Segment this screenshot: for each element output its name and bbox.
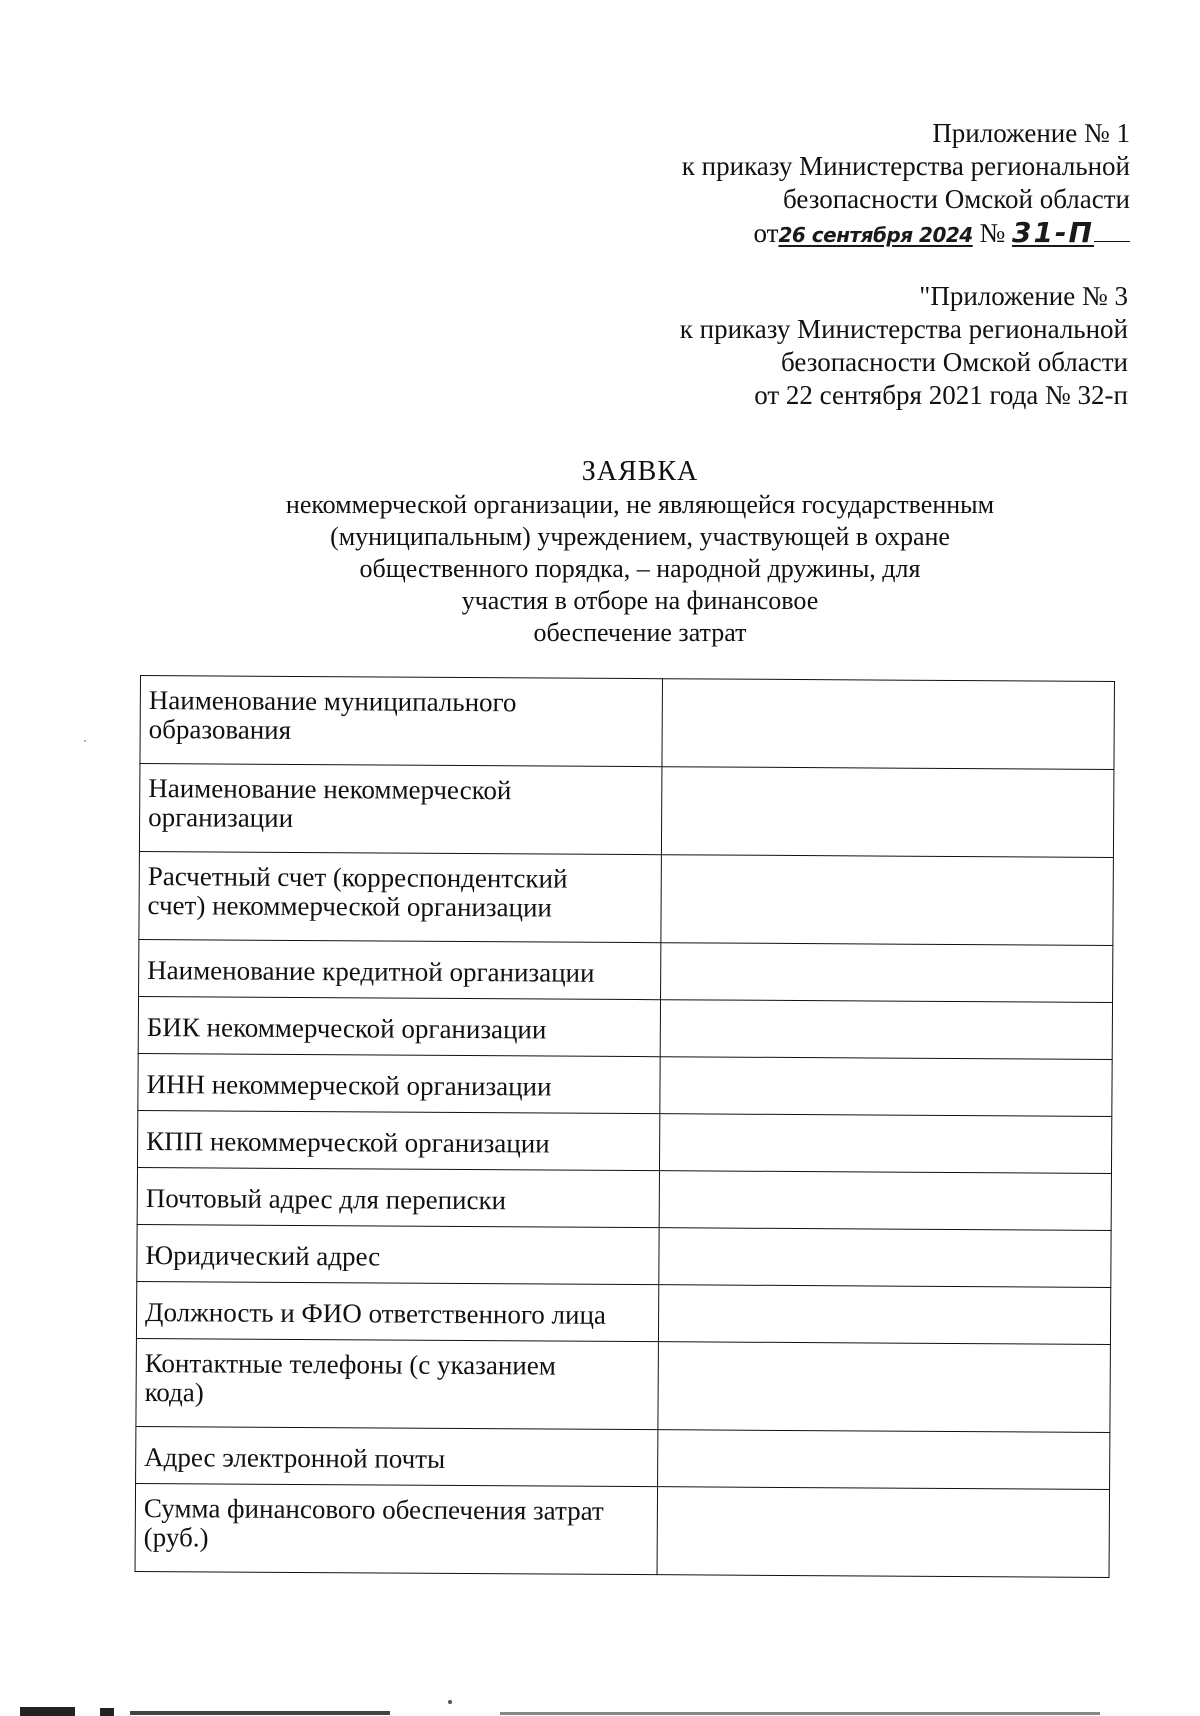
subtitle-line: обеспечение затрат xyxy=(533,618,747,647)
value-cell-bik[interactable] xyxy=(661,1000,1113,1060)
handwritten-number: 31-П xyxy=(1011,216,1094,249)
row-label-bik: БИК некоммерческой организации xyxy=(138,996,661,1056)
table-row xyxy=(139,851,1114,945)
date-prefix: от xyxy=(753,218,779,248)
appendix-3-ministry-line: безопасности Омской области xyxy=(781,347,1128,377)
scan-speck xyxy=(84,740,86,742)
row-label-email: Адрес электронной почты xyxy=(136,1426,659,1486)
table-row xyxy=(138,996,1112,1059)
application-form-table xyxy=(135,675,1115,1578)
value-cell-settlement-account[interactable] xyxy=(661,855,1113,946)
subtitle-line: (муниципальным) учреждением, участвующей в охране xyxy=(330,522,950,551)
table-row xyxy=(138,1053,1112,1116)
scan-edge-mark xyxy=(20,1707,75,1716)
subtitle-line: общественного порядка, – народной дружины, для xyxy=(359,554,921,583)
value-cell-email[interactable] xyxy=(658,1430,1110,1490)
appendix-3-header xyxy=(680,280,1128,412)
value-cell-organization-name[interactable] xyxy=(662,767,1114,858)
table-row xyxy=(136,1338,1111,1432)
appendix-3-title: "Приложение № 3 xyxy=(919,281,1128,311)
row-label-settlement-account: Расчетный счет (корреспондентский счет) некоммерческой организации xyxy=(139,851,662,942)
row-label-postal-address: Почтовый адрес для переписки xyxy=(137,1167,660,1227)
value-cell-postal-address[interactable] xyxy=(659,1171,1111,1231)
row-label-responsible-person: Должность и ФИО ответственного лица xyxy=(136,1281,659,1341)
appendix-1-order-line: к приказу Министерства региональной xyxy=(681,151,1130,181)
underline-tail xyxy=(1094,240,1130,242)
table-row xyxy=(140,676,1115,770)
appendix-1-date-number xyxy=(682,216,1130,252)
value-cell-contact-phones[interactable] xyxy=(658,1342,1110,1433)
table-row xyxy=(136,1281,1110,1344)
row-label-credit-organization: Наименование кредитной организации xyxy=(139,939,662,999)
table-row xyxy=(137,1110,1111,1173)
subtitle-line: некоммерческой организации, не являющейся государственным xyxy=(285,490,995,519)
row-label-organization-name: Наименование некоммерческой организации xyxy=(139,764,662,855)
scan-edge-mark xyxy=(500,1712,1100,1715)
value-cell-funding-amount[interactable] xyxy=(657,1487,1109,1578)
document-subtitle xyxy=(160,489,1120,649)
table-row xyxy=(136,1426,1110,1489)
scan-edge-mark xyxy=(130,1711,390,1715)
table-row xyxy=(139,764,1114,858)
number-prefix: № xyxy=(979,218,1006,248)
appendix-1-title: Приложение № 1 xyxy=(932,118,1130,148)
scan-speck xyxy=(448,1700,452,1704)
table-row xyxy=(139,939,1113,1002)
handwritten-date: 26 сентября 2024 xyxy=(778,223,973,247)
application-title-block xyxy=(160,455,1120,649)
table-row xyxy=(137,1224,1111,1287)
appendix-3-date-number: от 22 сентября 2021 года № 32-п xyxy=(754,380,1128,410)
appendix-1-ministry-line: безопасности Омской области xyxy=(783,184,1130,214)
row-label-legal-address: Юридический адрес xyxy=(137,1224,660,1284)
value-cell-inn[interactable] xyxy=(660,1057,1112,1117)
scan-edge-mark xyxy=(100,1708,114,1716)
value-cell-credit-organization[interactable] xyxy=(661,943,1113,1003)
subtitle-line: участия в отборе на финансовое xyxy=(461,586,819,615)
table-row xyxy=(135,1483,1110,1577)
table-row xyxy=(137,1167,1111,1230)
document-title: ЗАЯВКА xyxy=(581,456,699,487)
value-cell-legal-address[interactable] xyxy=(659,1228,1111,1288)
row-label-funding-amount: Сумма финансового обеспечения затрат (руб.) xyxy=(135,1483,658,1574)
value-cell-responsible-person[interactable] xyxy=(659,1285,1111,1345)
row-label-contact-phones: Контактные телефоны (с указанием кода) xyxy=(136,1338,659,1429)
row-label-inn: ИНН некоммерческой организации xyxy=(138,1053,661,1113)
appendix-1-header xyxy=(682,117,1130,252)
appendix-3-order-line: к приказу Министерства региональной xyxy=(679,314,1128,344)
row-label-municipality: Наименование муниципального образования xyxy=(140,676,663,767)
row-label-kpp: КПП некоммерческой организации xyxy=(137,1110,660,1170)
value-cell-kpp[interactable] xyxy=(660,1114,1112,1174)
value-cell-municipality[interactable] xyxy=(662,679,1114,770)
